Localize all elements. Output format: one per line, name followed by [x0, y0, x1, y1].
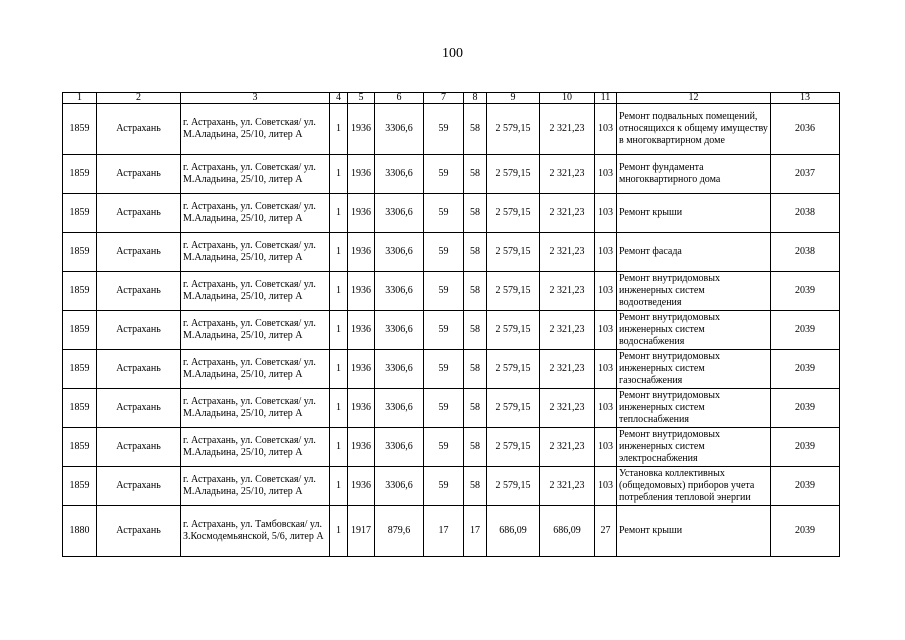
year-built-cell: 1936 — [348, 350, 375, 389]
planned-year-cell: 2039 — [771, 428, 840, 467]
col8-cell: 58 — [464, 467, 487, 506]
address-cell: г. Астрахань, ул. Советская/ ул. М.Аладьина, 25/10, литер А — [181, 194, 330, 233]
record-id-cell: 1859 — [63, 467, 97, 506]
year-built-cell: 1936 — [348, 467, 375, 506]
col7-cell: 59 — [424, 428, 464, 467]
address-cell: г. Астрахань, ул. Советская/ ул. М.Аладьина, 25/10, литер А — [181, 389, 330, 428]
table-body — [63, 93, 840, 557]
planned-year-cell: 2039 — [771, 311, 840, 350]
year-built-cell: 1936 — [348, 194, 375, 233]
record-id-cell: 1859 — [63, 311, 97, 350]
address-cell: г. Астрахань, ул. Советская/ ул. М.Аладьина, 25/10, литер А — [181, 155, 330, 194]
column-number-header: 9 — [487, 93, 540, 104]
total-area-cell: 3306,6 — [375, 155, 424, 194]
building-count-cell: 1 — [330, 155, 348, 194]
col8-cell: 58 — [464, 233, 487, 272]
repair-schedule-table — [62, 92, 840, 557]
planned-year-cell: 2039 — [771, 350, 840, 389]
residents-count-cell: 103 — [595, 467, 617, 506]
work-type-cell: Ремонт внутридомовых инженерных систем водоснабжения — [617, 311, 771, 350]
city-cell: Астрахань — [97, 272, 181, 311]
year-built-cell: 1936 — [348, 272, 375, 311]
col10-cell: 2 321,23 — [540, 104, 595, 155]
col9-cell: 2 579,15 — [487, 194, 540, 233]
col7-cell: 59 — [424, 104, 464, 155]
city-cell: Астрахань — [97, 467, 181, 506]
header-row — [63, 93, 840, 104]
col8-cell: 58 — [464, 350, 487, 389]
col7-cell: 59 — [424, 311, 464, 350]
column-number-header: 5 — [348, 93, 375, 104]
column-number-header: 2 — [97, 93, 181, 104]
table-row — [63, 155, 840, 194]
total-area-cell: 3306,6 — [375, 467, 424, 506]
year-built-cell: 1917 — [348, 506, 375, 557]
table-row — [63, 350, 840, 389]
col8-cell: 58 — [464, 428, 487, 467]
year-built-cell: 1936 — [348, 428, 375, 467]
work-type-cell: Ремонт внутридомовых инженерных систем электроснабжения — [617, 428, 771, 467]
address-cell: г. Астрахань, ул. Тамбовская/ ул. З.Космодемьянской, 5/6, литер А — [181, 506, 330, 557]
work-type-cell: Ремонт фундамента многоквартирного дома — [617, 155, 771, 194]
residents-count-cell: 103 — [595, 194, 617, 233]
city-cell: Астрахань — [97, 350, 181, 389]
total-area-cell: 3306,6 — [375, 389, 424, 428]
record-id-cell: 1859 — [63, 155, 97, 194]
col8-cell: 58 — [464, 104, 487, 155]
col9-cell: 2 579,15 — [487, 233, 540, 272]
planned-year-cell: 2038 — [771, 233, 840, 272]
work-type-cell: Ремонт крыши — [617, 506, 771, 557]
table-row — [63, 311, 840, 350]
record-id-cell: 1859 — [63, 272, 97, 311]
table-row — [63, 389, 840, 428]
column-number-header: 3 — [181, 93, 330, 104]
record-id-cell: 1859 — [63, 104, 97, 155]
building-count-cell: 1 — [330, 428, 348, 467]
col8-cell: 58 — [464, 194, 487, 233]
building-count-cell: 1 — [330, 233, 348, 272]
building-count-cell: 1 — [330, 194, 348, 233]
table-row — [63, 272, 840, 311]
city-cell: Астрахань — [97, 389, 181, 428]
building-count-cell: 1 — [330, 350, 348, 389]
page-number: 100 — [442, 46, 463, 61]
residents-count-cell: 103 — [595, 311, 617, 350]
col10-cell: 2 321,23 — [540, 350, 595, 389]
column-number-header: 6 — [375, 93, 424, 104]
residents-count-cell: 103 — [595, 389, 617, 428]
address-cell: г. Астрахань, ул. Советская/ ул. М.Аладьина, 25/10, литер А — [181, 272, 330, 311]
planned-year-cell: 2039 — [771, 272, 840, 311]
col9-cell: 2 579,15 — [487, 155, 540, 194]
year-built-cell: 1936 — [348, 104, 375, 155]
col10-cell: 2 321,23 — [540, 428, 595, 467]
col9-cell: 2 579,15 — [487, 350, 540, 389]
work-type-cell: Ремонт внутридомовых инженерных систем теплоснабжения — [617, 389, 771, 428]
city-cell: Астрахань — [97, 506, 181, 557]
year-built-cell: 1936 — [348, 311, 375, 350]
address-cell: г. Астрахань, ул. Советская/ ул. М.Аладьина, 25/10, литер А — [181, 428, 330, 467]
record-id-cell: 1859 — [63, 194, 97, 233]
col7-cell: 59 — [424, 272, 464, 311]
col8-cell: 58 — [464, 311, 487, 350]
address-cell: г. Астрахань, ул. Советская/ ул. М.Аладьина, 25/10, литер А — [181, 350, 330, 389]
total-area-cell: 3306,6 — [375, 350, 424, 389]
residents-count-cell: 27 — [595, 506, 617, 557]
building-count-cell: 1 — [330, 311, 348, 350]
record-id-cell: 1880 — [63, 506, 97, 557]
building-count-cell: 1 — [330, 272, 348, 311]
col10-cell: 2 321,23 — [540, 194, 595, 233]
residents-count-cell: 103 — [595, 272, 617, 311]
col7-cell: 59 — [424, 194, 464, 233]
column-number-header: 12 — [617, 93, 771, 104]
total-area-cell: 3306,6 — [375, 194, 424, 233]
city-cell: Астрахань — [97, 194, 181, 233]
year-built-cell: 1936 — [348, 389, 375, 428]
total-area-cell: 3306,6 — [375, 233, 424, 272]
building-count-cell: 1 — [330, 467, 348, 506]
col7-cell: 59 — [424, 389, 464, 428]
planned-year-cell: 2037 — [771, 155, 840, 194]
table-row — [63, 467, 840, 506]
col9-cell: 686,09 — [487, 506, 540, 557]
city-cell: Астрахань — [97, 104, 181, 155]
planned-year-cell: 2039 — [771, 389, 840, 428]
col8-cell: 17 — [464, 506, 487, 557]
col7-cell: 59 — [424, 350, 464, 389]
city-cell: Астрахань — [97, 233, 181, 272]
building-count-cell: 1 — [330, 104, 348, 155]
work-type-cell: Ремонт внутридомовых инженерных систем водоотведения — [617, 272, 771, 311]
residents-count-cell: 103 — [595, 233, 617, 272]
col7-cell: 17 — [424, 506, 464, 557]
address-cell: г. Астрахань, ул. Советская/ ул. М.Аладьина, 25/10, литер А — [181, 467, 330, 506]
table-row — [63, 506, 840, 557]
building-count-cell: 1 — [330, 389, 348, 428]
residents-count-cell: 103 — [595, 155, 617, 194]
col7-cell: 59 — [424, 233, 464, 272]
column-number-header: 10 — [540, 93, 595, 104]
work-type-cell: Ремонт внутридомовых инженерных систем газоснабжения — [617, 350, 771, 389]
record-id-cell: 1859 — [63, 233, 97, 272]
work-type-cell: Ремонт подвальных помещений, относящихся к общему имуществу в многоквартирном доме — [617, 104, 771, 155]
column-number-header: 7 — [424, 93, 464, 104]
table-row — [63, 194, 840, 233]
col7-cell: 59 — [424, 155, 464, 194]
building-count-cell: 1 — [330, 506, 348, 557]
table-row — [63, 428, 840, 467]
planned-year-cell: 2036 — [771, 104, 840, 155]
column-number-header: 13 — [771, 93, 840, 104]
total-area-cell: 3306,6 — [375, 272, 424, 311]
col8-cell: 58 — [464, 155, 487, 194]
table-row — [63, 233, 840, 272]
col10-cell: 2 321,23 — [540, 467, 595, 506]
col9-cell: 2 579,15 — [487, 311, 540, 350]
address-cell: г. Астрахань, ул. Советская/ ул. М.Аладьина, 25/10, литер А — [181, 311, 330, 350]
col10-cell: 2 321,23 — [540, 311, 595, 350]
work-type-cell: Ремонт фасада — [617, 233, 771, 272]
city-cell: Астрахань — [97, 311, 181, 350]
city-cell: Астрахань — [97, 155, 181, 194]
total-area-cell: 879,6 — [375, 506, 424, 557]
col10-cell: 2 321,23 — [540, 389, 595, 428]
address-cell: г. Астрахань, ул. Советская/ ул. М.Аладьина, 25/10, литер А — [181, 233, 330, 272]
col10-cell: 2 321,23 — [540, 233, 595, 272]
col7-cell: 59 — [424, 467, 464, 506]
column-number-header: 1 — [63, 93, 97, 104]
planned-year-cell: 2038 — [771, 194, 840, 233]
table-row — [63, 104, 840, 155]
residents-count-cell: 103 — [595, 350, 617, 389]
col8-cell: 58 — [464, 272, 487, 311]
residents-count-cell: 103 — [595, 428, 617, 467]
col9-cell: 2 579,15 — [487, 272, 540, 311]
col9-cell: 2 579,15 — [487, 467, 540, 506]
record-id-cell: 1859 — [63, 350, 97, 389]
planned-year-cell: 2039 — [771, 506, 840, 557]
total-area-cell: 3306,6 — [375, 104, 424, 155]
col9-cell: 2 579,15 — [487, 104, 540, 155]
year-built-cell: 1936 — [348, 233, 375, 272]
address-cell: г. Астрахань, ул. Советская/ ул. М.Аладьина, 25/10, литер А — [181, 104, 330, 155]
residents-count-cell: 103 — [595, 104, 617, 155]
year-built-cell: 1936 — [348, 155, 375, 194]
column-number-header: 11 — [595, 93, 617, 104]
total-area-cell: 3306,6 — [375, 311, 424, 350]
col10-cell: 2 321,23 — [540, 155, 595, 194]
col9-cell: 2 579,15 — [487, 389, 540, 428]
column-number-header: 4 — [330, 93, 348, 104]
col9-cell: 2 579,15 — [487, 428, 540, 467]
total-area-cell: 3306,6 — [375, 428, 424, 467]
col10-cell: 2 321,23 — [540, 272, 595, 311]
record-id-cell: 1859 — [63, 389, 97, 428]
planned-year-cell: 2039 — [771, 467, 840, 506]
record-id-cell: 1859 — [63, 428, 97, 467]
work-type-cell: Установка коллективных (общедомовых) приборов учета потребления тепловой энергии — [617, 467, 771, 506]
work-type-cell: Ремонт крыши — [617, 194, 771, 233]
col10-cell: 686,09 — [540, 506, 595, 557]
city-cell: Астрахань — [97, 428, 181, 467]
column-number-header: 8 — [464, 93, 487, 104]
col8-cell: 58 — [464, 389, 487, 428]
